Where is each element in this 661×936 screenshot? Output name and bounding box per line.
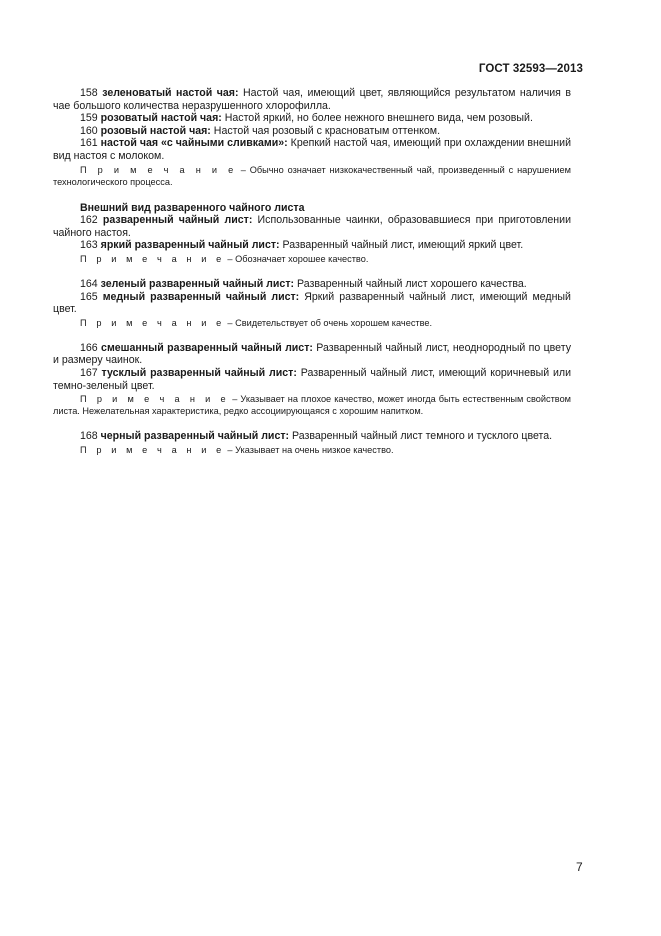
entry-number: 164 — [80, 277, 98, 290]
note-label: П р и м е ч а н и е — [80, 164, 237, 175]
note-165 — [53, 317, 571, 329]
entry-168 — [53, 430, 571, 443]
document-standard-header: ГОСТ 32593—2013 — [478, 63, 583, 75]
entry-term: разваренный чайный лист: — [102, 214, 253, 227]
entry-term: настой чая «с чайными сливками»: — [100, 137, 288, 150]
note-text: Свидетельствует об очень хорошем качестве. — [235, 317, 433, 328]
entry-definition: Разваренный чайный лист, имеющий коричневый или темно-зеленый цвет. — [53, 366, 571, 392]
entry-158 — [53, 87, 571, 112]
note-dash: – — [224, 444, 236, 455]
entry-term: яркий разваренный чайный лист: — [100, 239, 280, 252]
entry-162 — [53, 214, 571, 239]
note-text: Обычно означает низкокачественный чай, произведенный с нарушением технологического процесса. — [53, 164, 571, 187]
note-dash: – — [236, 164, 250, 175]
document-body — [53, 87, 571, 456]
entry-term: смешанный разваренный чайный лист: — [101, 341, 313, 354]
note-163 — [53, 253, 571, 265]
entry-definition: Настой чая, имеющий цвет, являющийся результатом наличия в чае большого количества неразрушенного хлорофилла. — [53, 87, 572, 112]
entry-term: медный разваренный чайный лист: — [102, 290, 300, 303]
entry-163 — [53, 239, 571, 252]
entry-167 — [53, 367, 571, 392]
note-167 — [53, 393, 571, 417]
entry-term: тусклый разваренный чайный лист: — [101, 366, 297, 379]
note-text: Обозначает хорошее качество. — [235, 253, 369, 264]
entry-term: розоватый настой чая: — [100, 112, 222, 125]
note-161 — [53, 164, 571, 188]
entry-number: 167 — [80, 366, 98, 379]
note-label: П р и м е ч а н и е — [80, 253, 225, 264]
section-title: Внешний вид разваренного чайного листа — [80, 201, 305, 214]
entry-166 — [53, 342, 571, 367]
entry-number: 163 — [80, 239, 98, 252]
entry-definition: Использованные чаинки, образовавшиеся при приготовлении чайного настоя. — [53, 214, 571, 239]
entry-number: 165 — [80, 290, 98, 303]
entry-definition: Разваренный чайный лист темного и тусклого цвета. — [292, 430, 553, 443]
entry-number: 159 — [80, 112, 98, 125]
entry-number: 160 — [80, 124, 98, 137]
entry-number: 158 — [80, 87, 98, 99]
entry-definition: Крепкий настой чая, имеющий при охлаждении внешний вид настоя с молоком. — [53, 137, 571, 162]
note-dash: – — [229, 394, 241, 405]
entry-definition: Разваренный чайный лист хорошего качества. — [297, 277, 527, 290]
entry-definition: Настой яркий, но более нежного внешнего вида, чем розовый. — [224, 112, 533, 125]
entry-definition: Разваренный чайный лист, неоднородный по цвету и размеру чаинок. — [53, 341, 571, 367]
entry-definition: Яркий разваренный чайный лист, имеющий медный цвет. — [53, 290, 571, 316]
entry-number: 166 — [80, 341, 98, 354]
note-label: П р и м е ч а н и е — [80, 394, 230, 405]
page-number: 7 — [576, 860, 583, 874]
note-text: Указывает на очень низкое качество. — [235, 444, 394, 455]
entry-definition: Разваренный чайный лист, имеющий яркий цвет. — [282, 239, 524, 252]
note-label: П р и м е ч а н и е — [80, 317, 225, 328]
note-dash: – — [224, 317, 236, 328]
entry-term: зеленоватый настой чая: — [102, 87, 239, 99]
note-168 — [53, 444, 571, 456]
spacer — [53, 417, 571, 430]
spacer — [53, 265, 571, 278]
entry-159 — [53, 112, 571, 125]
entry-number: 162 — [80, 214, 98, 227]
entry-160 — [53, 125, 571, 138]
entry-164 — [53, 278, 571, 291]
entry-number: 168 — [80, 430, 98, 443]
entry-term: черный разваренный чайный лист: — [100, 430, 290, 443]
note-dash: – — [224, 253, 236, 264]
note-label: П р и м е ч а н и е — [80, 444, 225, 455]
note-text: Указывает на плохое качество, может иногда быть естественным свойством листа. Нежелательная характеристика, редко ассоциирующаяся с хорошим напитком. — [53, 394, 572, 417]
entry-number: 161 — [80, 137, 98, 150]
entry-term: зеленый разваренный чайный лист: — [100, 277, 295, 290]
spacer — [53, 329, 571, 342]
entry-165 — [53, 291, 571, 316]
entry-161 — [53, 137, 571, 162]
entry-definition: Настой чая розовый с красноватым оттенком. — [213, 124, 441, 137]
entry-term: розовый настой чая: — [100, 124, 211, 137]
